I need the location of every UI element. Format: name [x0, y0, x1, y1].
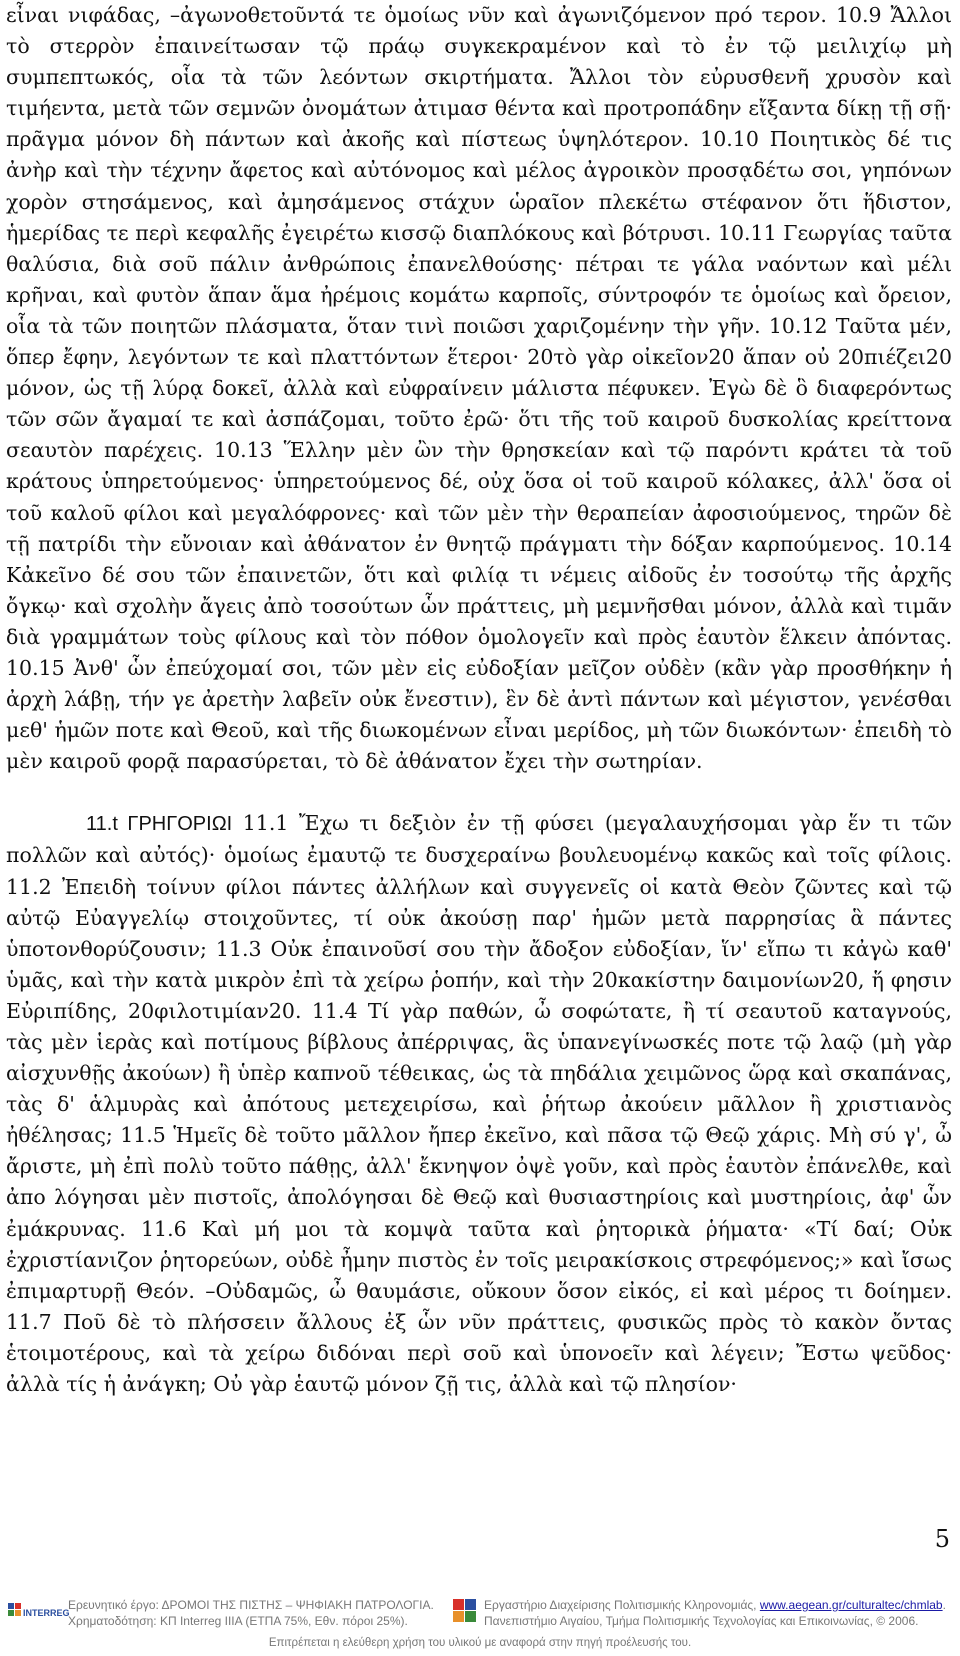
footer-right	[452, 1597, 952, 1633]
paragraph-text: 11.1 Ἔχω τι δεξιὸν ἐν τῇ φύσει (μεγαλαυχήσομαι γὰρ ἕν τι τῶν πολλῶν καὶ αὐτός)· ὁμοίως ἐμαυτῷ τε δυσχεραίνω βουλευομένῳ κακῶς καὶ τοῖς φίλοις. 11.2 Ἐπειδὴ τοίνυν φίλοι πάντες ἀλλήλων καὶ συγγενεῖς οἱ κατὰ Θεὸν ζῶντες καὶ τῷ αὐτῷ Εὐαγγελίῳ στοιχοῦντες, τί οὐκ ἀκούσῃ παρ' ἡμῶν μετὰ παρρησίας ἃ πάντες ὑποτονθορύζουσιν; 11.3 Οὐκ ἐπαινοῦσί σου τὴν ἄδοξον εὐδοξίαν, ἵν' εἴπω τι κἀγὼ καθ' ὑμᾶς, καὶ τὴν κατὰ μικρὸν ἐπὶ τὰ χείρω ῥοπήν, καὶ τὴν 20κακίστην δαιμονίων20, ἥ φησιν Εὐριπίδης, 20φιλοτιμίαν20. 11.4 Τί γὰρ παθών, ὦ σοφώτατε, ἢ τί σεαυτοῦ καταγνούς, τὰς μὲν ἱερὰς καὶ ποτίμους βίβλους ἀπέρριψας, ἃς ὑπανεγίνωσκές ποτε τῷ λαῷ (μὴ γὰρ αἰσχυνθῇς ἀκούων) ἢ ὑπὲρ καπνοῦ τέθεικας, ὡς τὰ πηδάλια χειμῶνος ὥρᾳ καὶ σκαπάνας, τὰς δ' ἁλμυρὰς καὶ ἀπότους μετεχειρίσω, καὶ ῥήτωρ ἀκούειν μᾶλλον ἢ χριστιανὸς ἠθέλησας; 11.5 Ἡμεῖς δὲ τοῦτο μᾶλλον ἤπερ ἐκεῖνο, καὶ πᾶσα τῷ Θεῷ χάρις. Μὴ σύ γ', ὦ ἄριστε, μὴ ἐπὶ πολὺ τοῦτο πάθῃς, ἀλλ' ἔκνηψον ὀψὲ γοῦν, καὶ πρὸς ἑαυτὸν ἐπάνελθε, καὶ ἀπο λόγησαι μὲν πιστοῖς, ἀπολόγησαι δὲ Θεῷ καὶ θυσιαστηρίοις καὶ μυστηρίοις, ἀφ' ὧν ἐμάκρυνας. 11.6 Καὶ μή μοι τὰ κομψὰ ταῦτα καὶ ῥητορικὰ ῥήματα· «Τί δαί; Οὐκ ἐχριστίανιζον ῥητορεύων, οὐδὲ ἦμην πιστὸς ἐν τοῖς μειρακίσκοις στρεφόμενος;» καὶ ἴσως ἐπιμαρτυρῇ Θεόν. –Οὐδαμῶς, ὦ θαυμάσιε, οὔκουν ὅσον εἰκός, εἰ καὶ μέρος τι δοίημεν. 11.7 Ποῦ δὲ τὸ πλήσσειν ἄλλους ἐξ ὧν νῦν πράττεις, φυσικῶς πρὸς τὸ κακὸν ὄντας ἑτοιμοτέρους, καὶ τὰ χείρω διδόναι περὶ σοῦ καὶ ὑπονοεῖν καὶ λέγειν; Ἔστω ψεῦδος· ἀλλὰ τίς ἡ ἀνάγκη; Οὐ γὰρ ἑαυτῷ μόνον ζῇ τις, ἀλλὰ καὶ τῷ πλησίον·	[6, 811, 952, 1397]
funding-line: Χρηματοδότηση: ΚΠ Interreg IIIA (ΕΤΠΑ 75%, Εθν. πόροι 25%).	[68, 1614, 408, 1628]
footer-left-text	[68, 1597, 434, 1629]
page-number: 5	[934, 1525, 950, 1553]
footer-left	[8, 1597, 448, 1633]
paragraph: εἶναι νιφάδας, –ἀγωνοθετοῦντά τε ὁμοίως νῦν καὶ ἀγωνιζόμενον πρό τερον. 10.9 Ἄλλοι τὸ στερρὸν ἐπαινείτωσαν τῷ πράῳ συγκεκραμένον καὶ τὸ ἐν τῷ μειλιχίῳ μὴ συμπεπτωκός, οἷα τὰ τῶν λεόντων σκιρτήματα. Ἄλλοι τὸν εὐρυσθενῆ χρυσὸν καὶ τιμήεντα, μετὰ τῶν σεμνῶν ὀνομάτων ἀτιμασ θέντα καὶ προτροπάδην εἴξαντα δίκῃ τῇ σῇ· πρᾶγμα μόνον δὴ πάντων καὶ ἀκοῆς καὶ πίστεως ὑψηλότερον. 10.10 Ποιητικὸς δέ τις ἀνὴρ καὶ τὴν τέχνην ἄφετος καὶ αὐτόνομος καὶ μέλος ἀγροικὸν προσᾳδέτω σοι, γηπόνων χορὸν στησάμενος, καὶ ἀμησάμενος στάχυν ὡραῖον πλεκέτω στέφανον ὅτι ἥδιστον, ἡμερίδας τε περὶ κεφαλῆς ἐγειρέτω κισσῷ διαπλόκους καὶ βότρυσι. 10.11 Γεωργίας ταῦτα θαλύσια, διὰ σοῦ πάλιν ἀνθρώποις ἐπανελθούσης· πέτραι τε γάλα ναόντων καὶ μέλι κρῆναι, καὶ φυτὸν ἅπαν ἅμα ἠρέμοις κομάτω καρποῖς, σύντροφόν τε ὁμοίως καὶ ὄρειον, οἷα τὰ τῶν ποιητῶν πλάσματα, ὅταν τινὶ ποιῶσι χαριζομένην τὴν γῆν. 10.12 Ταῦτα μέν, ὅπερ ἔφην, λεγόντων τε καὶ πλαττόντων ἕτεροι· 20τὸ γὰρ οἰκεῖον20 ἅπαν οὐ 20πιέζει20 μόνον, ὡς τῇ λύρᾳ δοκεῖ, ἀλλὰ καὶ εὐφραίνειν μάλιστα πέφυκεν. Ἐγὼ δὲ ὃ διαφερόντως τῶν σῶν ἄγαμαί τε καὶ ἀσπάζομαι, τοῦτο ἐρῶ· ὅτι τῆς τοῦ καιροῦ δυσκολίας κρείττονα σεαυτὸν παρέχεις. 10.13 Ἕλλην μὲν ὢν τὴν θρησκείαν καὶ τῷ παρόντι κράτει τὰ τοῦ κράτους ὑπηρετούμενος· ὑπηρετούμενος δέ, οὐχ ὅσα οἱ τοῦ καιροῦ κόλακες, ἀλλ' ὅσα οἱ τοῦ καλοῦ φίλοι καὶ μεγαλόφρονες· καὶ τῶν μὲν τὴν θεραπείαν ἀφοσιούμενος, τηρῶν δὲ τῇ πατρίδι τὴν εὔνοιαν καὶ ἀθάνατον ἐν θνητῷ πράγματι τὴν δόξαν καρπούμενος. 10.14 Κἀκεῖνο δέ σου τῶν ἐπαινετῶν, ὅτι καὶ φιλίᾳ τι νέμεις αἰδοῦς ἐν τοσούτῳ τῆς ἀρχῆς ὄγκῳ· καὶ σχολὴν ἄγεις ἀπὸ τοσούτων ὧν πράττεις, μὴ μεμνῆσθαι μόνον, ἀλλὰ καὶ τιμᾶν διὰ γραμμάτων τοὺς φίλους καὶ τὸν πόθον ὁμολογεῖν καὶ πρὸς ἑαυτὸν ἕλκειν ἀπόντας. 10.15 Ἀνθ' ὧν ἐπεύχομαί σοι, τῶν μὲν εἰς εὐδοξίαν μεῖζον οὐδὲν (κἂν γὰρ προσθήκην ἡ ἀρχὴ λάβῃ, τήν γε ἀρετὴν λαβεῖν οὐκ ἔνεστιν), ἓν δὲ ἀντὶ πάντων καὶ μέγιστον, γενέσθαι μεθ' ἡμῶν ποτε καὶ Θεοῦ, καὶ τῆς διωκομένων εἶναι μερίδος, μὴ τῶν διωκόντων· ἐπειδὴ τὸ μὲν καιροῦ φορᾷ παρασύρεται, τὸ δὲ ἀθάνατον ἔχει τὴν σωτηρίαν.	[6, 3, 952, 774]
letter-heading: 11.t ΓΡΗΓΟΡΙΩΙ	[86, 813, 233, 836]
lab-logo-icon	[452, 1597, 478, 1625]
footer	[0, 1585, 960, 1656]
document-body	[6, 0, 952, 1400]
university-line: Πανεπιστήμιο Αιγαίου, Τμήμα Πολιτισμικής Τεχνολογίας και Επικοινωνίας, © 2006.	[484, 1614, 919, 1628]
project-line: Ερευνητικό έργο: ΔΡΟΜΟΙ ΤΗΣ ΠΙΣΤΗΣ – ΨΗΦΙΑΚΗ ΠΑΤΡΟΛΟΓΙΑ.	[68, 1598, 434, 1612]
interreg-logo-text: INTERREG	[23, 1608, 70, 1618]
usage-notice: Επιτρέπεται η ελεύθερη χρήση του υλικού με αναφορά στην πηγή προέλευσής του.	[268, 1637, 692, 1649]
paragraph	[6, 808, 952, 1400]
footer-right-text	[484, 1597, 946, 1629]
interreg-logo-icon	[8, 1601, 70, 1623]
lab-website-link[interactable]: www.aegean.gr/culturaltec/chmlab	[759, 1598, 943, 1612]
lab-line: Εργαστήριο Διαχείρισης Πολιτισμικής Κληρονομιάς, www.aegean.gr/culturaltec/chmlab.	[484, 1598, 946, 1612]
